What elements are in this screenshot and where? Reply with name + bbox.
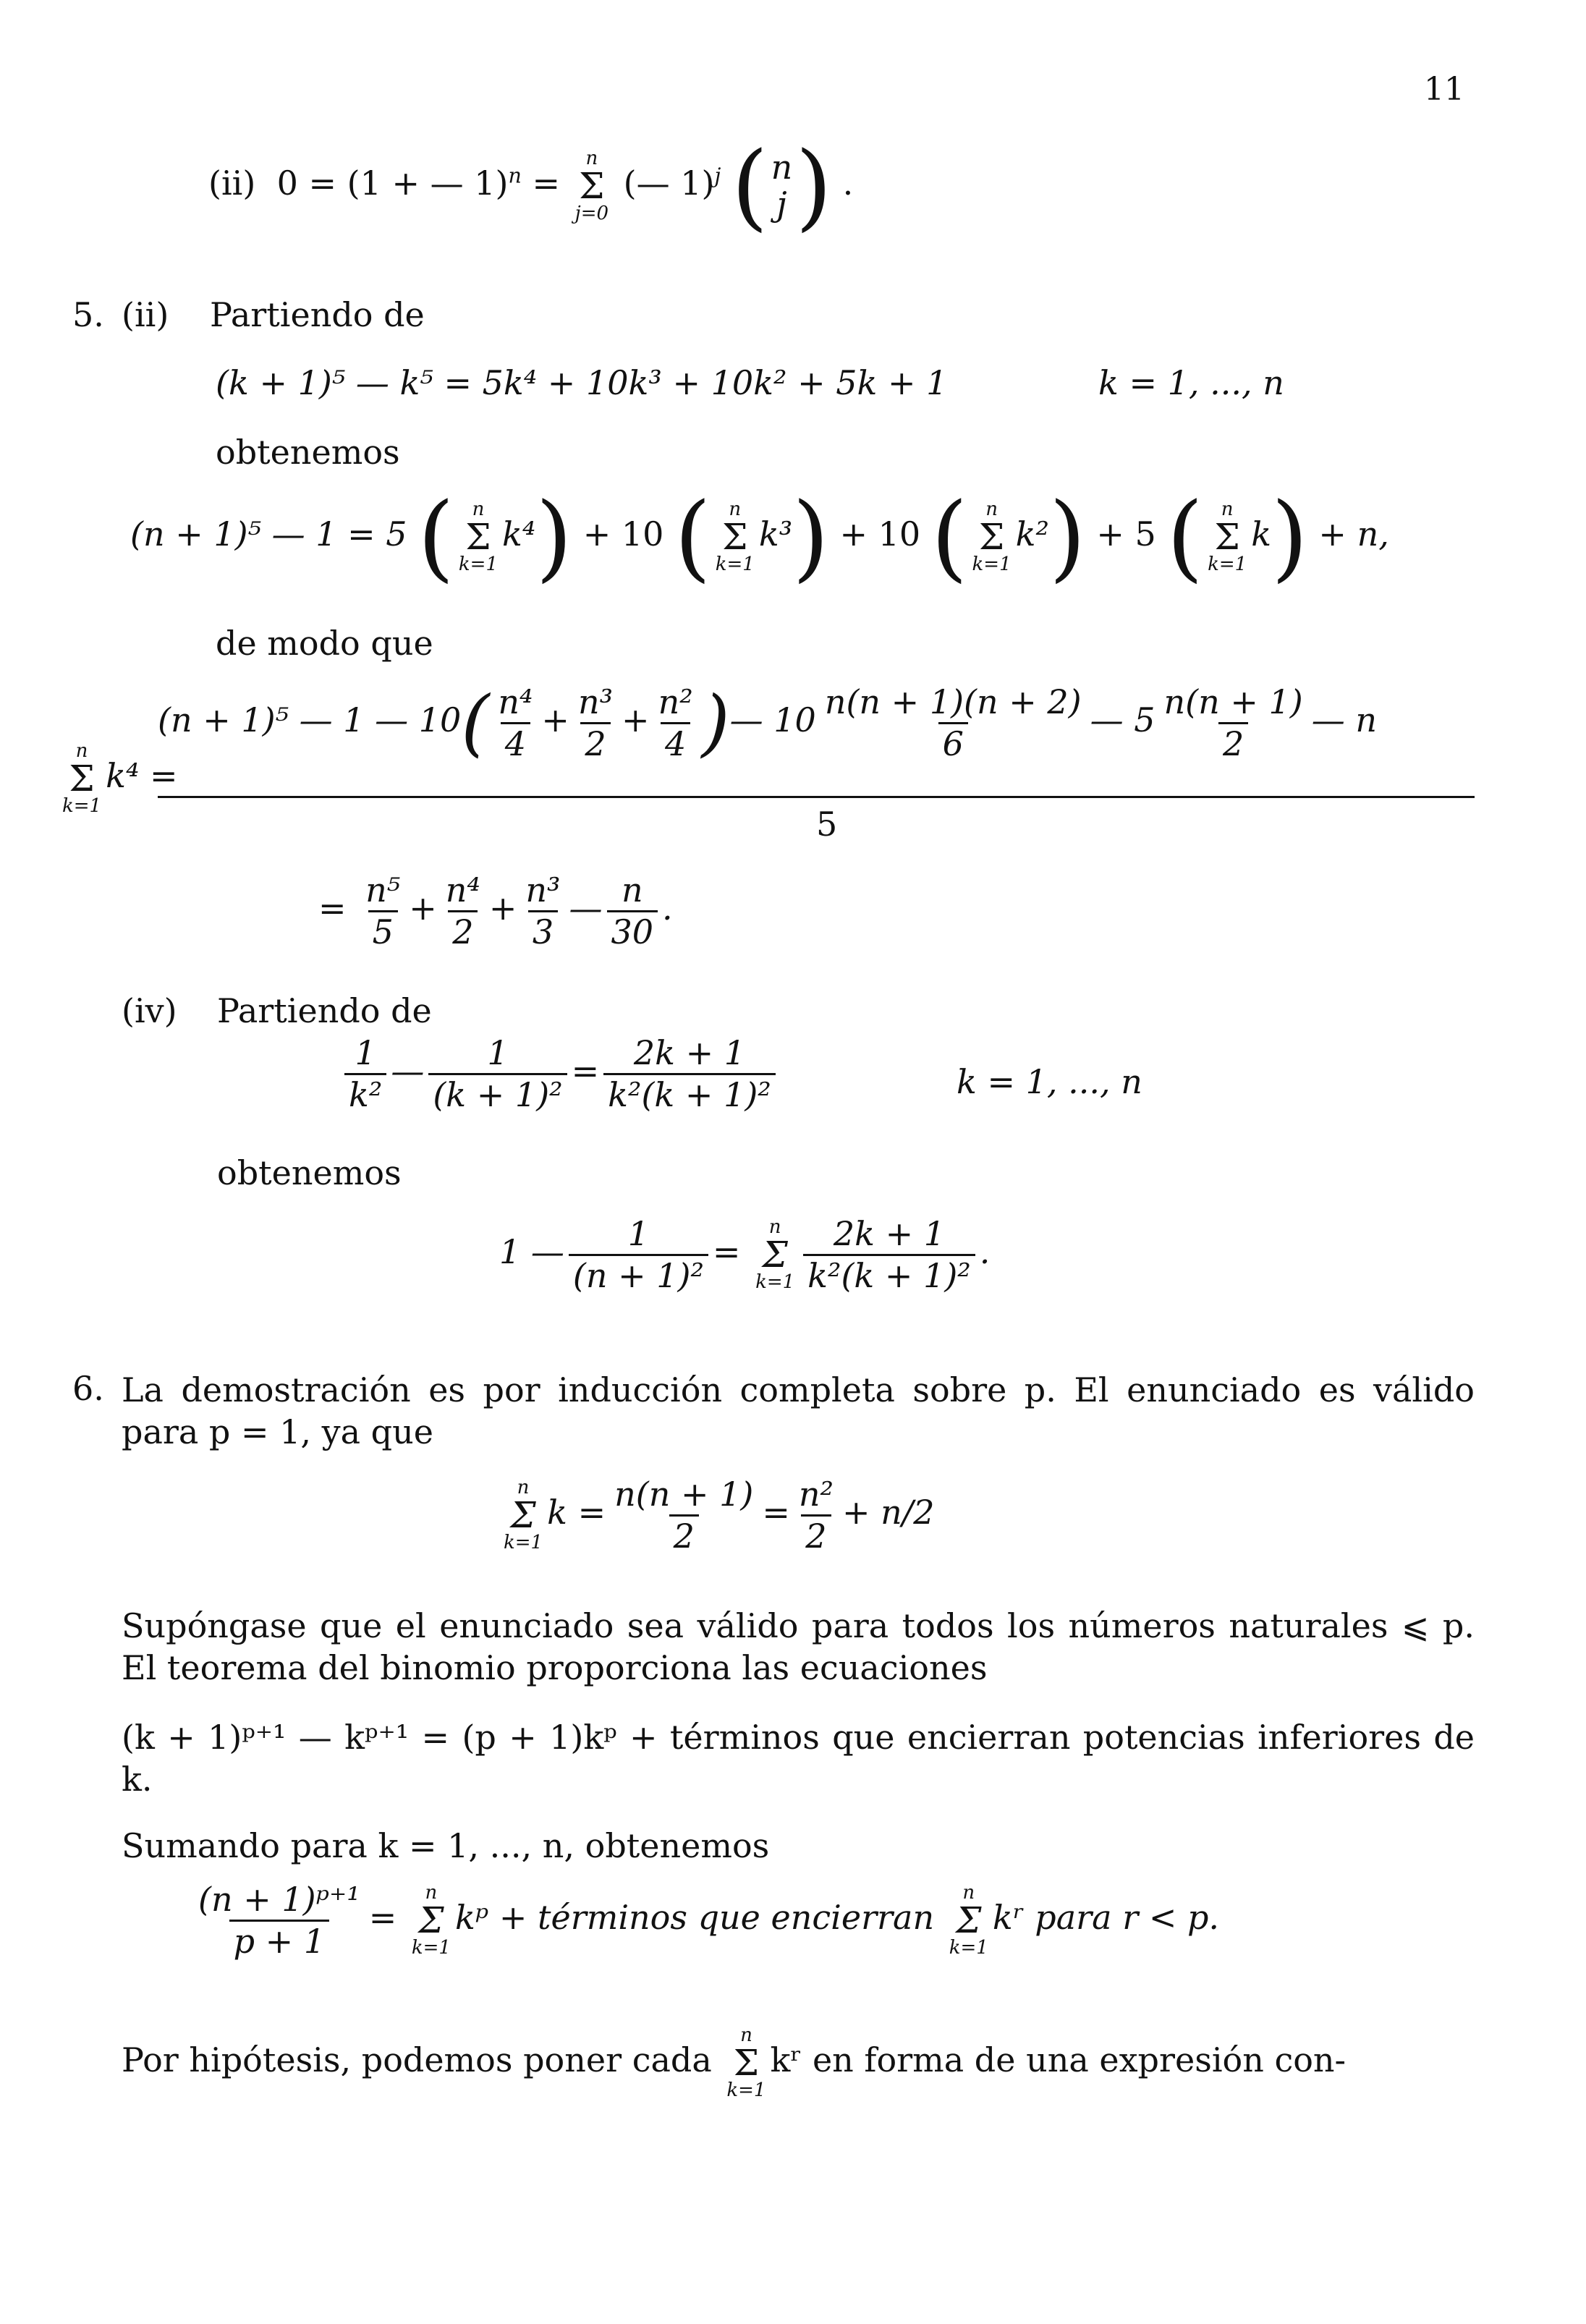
index-range: k = 1, ..., n <box>1098 363 1284 402</box>
sum-upper: n <box>768 1216 781 1239</box>
sum-sign: Σ <box>978 516 1005 558</box>
sum-lower: j=0 <box>574 203 609 224</box>
n-over-2: + n/2 <box>841 1493 935 1532</box>
paren: ( <box>674 482 711 592</box>
sum-lower: k=1 <box>726 2079 766 2101</box>
term: k <box>1251 514 1272 554</box>
sum-sign: Σ <box>418 1899 444 1942</box>
fraction <box>574 684 617 762</box>
telescoping-identity <box>340 1035 780 1113</box>
sum-lower: k=1 <box>411 1937 451 1959</box>
formula-sum-k <box>499 1476 935 1554</box>
fraction <box>361 872 404 950</box>
sum-lower: k=1 <box>972 554 1012 575</box>
paragraph-assumption: Supóngase que el enunciado sea válido para todos los números naturales ⩽ p. El teorema del binomio proporciona las ecuaciones <box>122 1606 1475 1687</box>
fraction <box>794 1476 838 1554</box>
eq-lhs: (n + 1)⁵ — 1 = 5 <box>130 514 407 554</box>
obtenemos-text-iv: obtenemos <box>217 1153 402 1192</box>
summation <box>575 149 608 223</box>
fraction-denominator: 2 <box>580 722 610 763</box>
sum-upper: n <box>75 740 88 762</box>
sum-upper: n <box>962 1882 975 1904</box>
sum-sign: Σ <box>762 1234 788 1276</box>
coefficient: + 5 <box>1096 514 1156 554</box>
index-range-iv: k = 1, ..., n <box>957 1062 1142 1101</box>
fraction-denominator: (n + 1)² <box>569 1254 708 1294</box>
paren: ( <box>417 482 454 592</box>
intro-text-iv: Partiendo de <box>217 991 432 1030</box>
summation <box>755 1218 794 1292</box>
sum-sign: Σ <box>722 516 748 558</box>
fraction-numerator: n² <box>798 1475 834 1514</box>
fraction-numerator: n(n + 1) <box>614 1475 754 1514</box>
sum-k-term: k = <box>547 1493 606 1532</box>
paren: ) <box>792 482 829 592</box>
summation <box>726 2026 766 2100</box>
result-formula <box>318 872 673 950</box>
main-fraction-denominator: 5 <box>816 805 838 844</box>
paren: ) <box>1048 482 1086 592</box>
sum-upper: n <box>740 2024 752 2046</box>
equals-sign: = <box>368 1898 397 1938</box>
summation <box>1208 500 1247 574</box>
summation <box>412 1883 451 1957</box>
num-part-b: — 10 <box>729 700 816 740</box>
fraction-denominator: 5 <box>368 910 398 951</box>
formula-end: kʳ para r < p. <box>992 1898 1220 1938</box>
fraction-numerator: 2k + 1 <box>833 1214 946 1253</box>
fraction-denominator: 4 <box>661 722 690 763</box>
fraction <box>441 872 485 950</box>
summation <box>716 500 755 574</box>
one-minus: 1 — <box>499 1232 564 1272</box>
plus-sign: + <box>541 700 569 740</box>
fraction <box>607 872 658 950</box>
period: . <box>662 889 673 928</box>
coefficient: + 10 <box>839 514 921 554</box>
fraction-numerator: n(n + 1)(n + 2) <box>824 682 1082 721</box>
summation <box>504 1478 543 1552</box>
fraction <box>569 1216 708 1294</box>
summation <box>949 1883 988 1957</box>
num-part-c: — 5 <box>1090 700 1155 740</box>
sum-sign: Σ <box>733 2042 760 2084</box>
num-part-d: — n <box>1311 700 1377 740</box>
sum-sign: Σ <box>579 165 605 207</box>
telescoping-sum-result <box>499 1216 990 1294</box>
paragraph-hypothesis <box>122 2026 1346 2100</box>
sum-upper: n <box>517 1477 530 1499</box>
equals-sign: = <box>521 164 571 203</box>
formula-summed-powers <box>190 1881 1219 1959</box>
equation-summed <box>130 482 1389 592</box>
lhs-term: k⁴ = <box>106 756 178 795</box>
equation-difference-of-fifth-powers: (k + 1)⁵ — k⁵ = 5k⁴ + 10k³ + 10k² + 5k + 1 <box>216 363 948 402</box>
fraction-numerator: n⁴ <box>445 870 480 909</box>
page-number: 11 <box>1424 71 1464 108</box>
sum-upper: n <box>425 1882 438 1904</box>
intro-text: Partiendo de <box>210 295 425 334</box>
minus-sign: — <box>569 889 603 928</box>
sum-lower: k=1 <box>458 554 499 575</box>
paren: ( <box>461 680 490 766</box>
paren-right: ) <box>795 131 832 241</box>
fraction <box>803 1216 975 1294</box>
sum-lower: k=1 <box>1208 554 1247 575</box>
sum-sign: Σ <box>1214 516 1240 558</box>
term: k³ <box>758 514 793 554</box>
fraction-numerator: n⁴ <box>498 682 533 721</box>
fraction <box>493 684 537 762</box>
fraction-numerator: n⁵ <box>365 870 401 909</box>
exponent-n: n <box>508 164 522 188</box>
sum-upper: n <box>585 148 598 169</box>
summation <box>972 500 1012 574</box>
hypothesis-text-b: kʳ en forma de una expresión con- <box>770 2040 1347 2079</box>
term: k⁴ <box>502 514 536 554</box>
fraction-denominator: k² <box>344 1073 386 1114</box>
paren: ) <box>701 680 730 766</box>
formula-lhs: 0 = (1 + — 1) <box>276 164 509 203</box>
fraction <box>1160 684 1307 762</box>
fraction-denominator: 2 <box>801 1514 831 1555</box>
fraction-denominator: 3 <box>528 910 558 951</box>
sum-upper: n <box>1221 499 1234 520</box>
sum-lower: k=1 <box>755 1271 795 1294</box>
term-minus-one: (— 1) <box>623 164 715 203</box>
paragraph-summing: Sumando para k = 1, ..., n, obtenemos <box>122 1826 770 1865</box>
paren-left: ( <box>731 131 768 241</box>
sum-lower: k=1 <box>715 554 755 575</box>
sum-lower: k=1 <box>504 1532 543 1554</box>
sum-lower: k=1 <box>949 1937 988 1959</box>
sum-sign: Σ <box>69 758 95 800</box>
fraction-numerator: 2k + 1 <box>633 1033 746 1072</box>
fraction-numerator: 1 <box>487 1033 509 1072</box>
main-fraction-bar <box>158 796 1475 798</box>
fraction-denominator: 2 <box>1218 722 1248 763</box>
formula-middle: kᵖ + términos que encierran <box>454 1898 935 1938</box>
fraction-denominator: k²(k + 1)² <box>603 1073 776 1114</box>
plus-sign: + <box>622 700 650 740</box>
fraction-numerator: 1 <box>627 1214 650 1253</box>
sum-sign: Σ <box>465 516 491 558</box>
num-part-a: (n + 1)⁵ — 1 — 10 <box>158 700 462 740</box>
fraction <box>610 1476 758 1554</box>
paren: ) <box>535 482 573 592</box>
fraction-denominator: 30 <box>607 910 658 951</box>
fraction-numerator: n² <box>658 682 693 721</box>
fraction-denominator: 6 <box>938 722 968 763</box>
big-fraction-numerator <box>158 680 1377 766</box>
fraction-numerator: n <box>621 870 643 909</box>
plus-sign: + <box>488 889 517 928</box>
hypothesis-text-a: Por hipótesis, podemos poner cada <box>122 2040 712 2079</box>
item-number-5: 5. <box>72 295 104 334</box>
paren: ) <box>1271 482 1308 592</box>
equals-sign: = <box>762 1493 790 1532</box>
equals-sign: = <box>318 889 347 928</box>
paragraph-binomial: (k + 1)ᵖ⁺¹ — kᵖ⁺¹ = (p + 1)kᵖ + términos que encierran potencias inferiores de k. <box>122 1718 1475 1799</box>
eq-end: + n, <box>1318 514 1389 554</box>
formula-binomial-identity <box>208 131 854 241</box>
fraction-numerator: n(n + 1) <box>1163 682 1303 721</box>
part-label-iv: (iv) <box>122 991 177 1030</box>
fraction <box>603 1035 776 1113</box>
fraction <box>820 684 1086 762</box>
fraction-denominator: 4 <box>501 722 530 763</box>
summation <box>62 742 101 815</box>
period: . <box>842 164 854 203</box>
summation <box>459 500 498 574</box>
fraction <box>194 1881 365 1959</box>
item-number-6: 6. <box>72 1369 104 1408</box>
period: . <box>979 1232 991 1272</box>
paragraph-induction: La demostración es por inducción completa sobre p. El enunciado es válido para p = 1, ya que <box>122 1370 1475 1451</box>
binomial-coefficient <box>771 149 793 222</box>
fraction <box>428 1035 567 1113</box>
paren: ( <box>1166 482 1204 592</box>
fraction-denominator: (k + 1)² <box>428 1073 567 1114</box>
sum-upper: n <box>472 499 485 520</box>
sum-lower: k=1 <box>62 795 102 817</box>
paren: ( <box>930 482 968 592</box>
term: k² <box>1015 514 1049 554</box>
exponent-j: j <box>714 164 721 188</box>
equals-sign: = <box>571 1051 600 1091</box>
obtenemos-text: obtenemos <box>216 433 400 472</box>
plus-sign: + <box>409 889 437 928</box>
sum-sign: Σ <box>956 1899 982 1942</box>
fraction-numerator: 1 <box>355 1033 376 1072</box>
sum-upper: n <box>729 499 742 520</box>
binom-top: n <box>771 148 793 187</box>
fraction-denominator: 2 <box>448 910 478 951</box>
equals-sign: = <box>712 1232 741 1272</box>
fraction <box>521 872 564 950</box>
coefficient: + 10 <box>582 514 664 554</box>
minus-sign: — <box>391 1051 425 1091</box>
binom-bottom: j <box>776 185 787 224</box>
part-label-ii: (ii) <box>122 295 169 334</box>
fraction-numerator: n³ <box>525 870 561 909</box>
fraction-denominator: 2 <box>669 1514 699 1555</box>
fraction-numerator: n³ <box>577 682 614 721</box>
part-label: (ii) <box>208 164 256 203</box>
fraction-denominator: p + 1 <box>229 1920 330 1960</box>
sum-upper: n <box>985 499 998 520</box>
sum-sign: Σ <box>510 1494 536 1537</box>
fraction <box>344 1035 386 1113</box>
fraction <box>654 684 697 762</box>
fraction-numerator: (n + 1)ᵖ⁺¹ <box>198 1880 360 1919</box>
fraction-denominator: k²(k + 1)² <box>803 1254 975 1294</box>
de-modo-que-text: de modo que <box>216 624 433 663</box>
